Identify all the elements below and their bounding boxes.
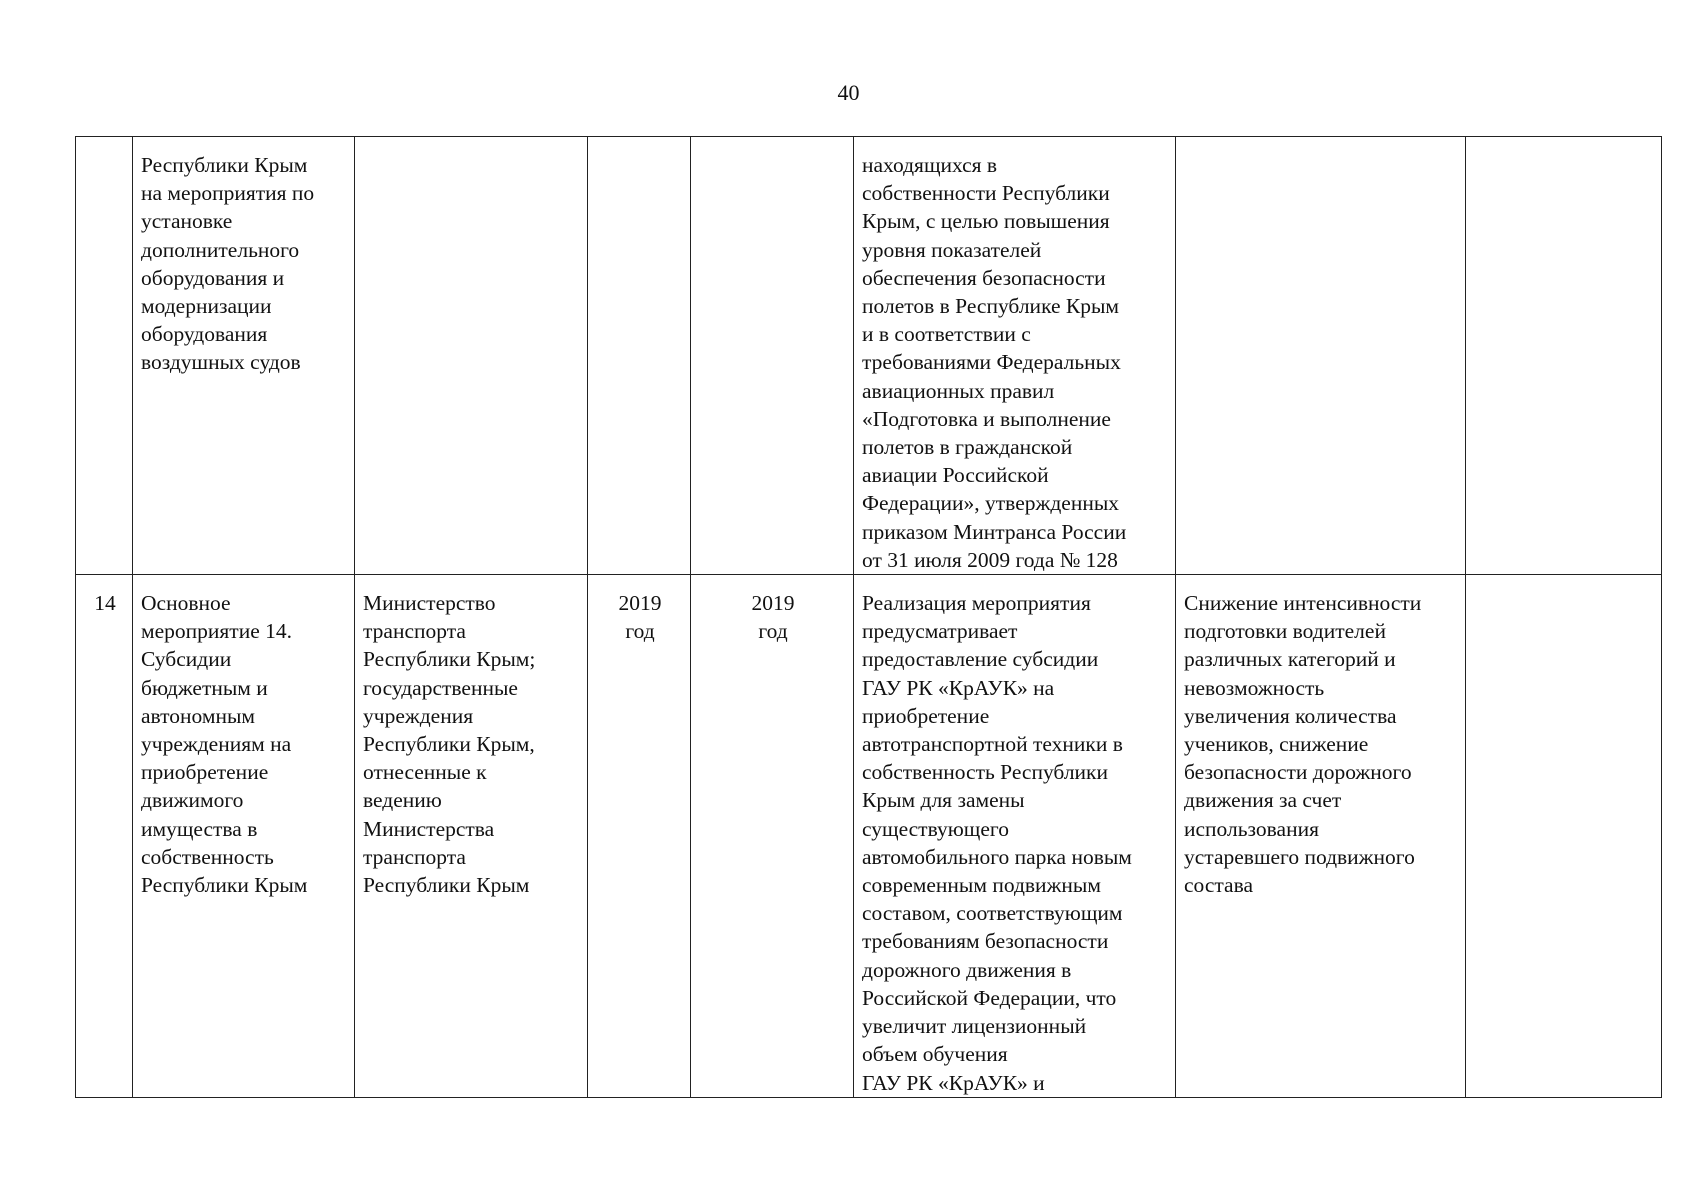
measure-name-cell: Республики Крым на мероприятия по установке дополнительного оборудования и модернизации оборудования воздушных судов xyxy=(133,137,355,575)
measure-content-cell: Реализация мероприятия предусматривает предоставление субсидии ГАУ РК «КрАУК» на приобретение автотранспортной техники в собственность Республики Крым для замены существующего автомобильного парка новым современным подвижным составом, соответствующим требованиям безопасности дорожного движения в Российской Федерации, что увеличит лицензионный объем обучения ГАУ РК «КрАУК» и xyxy=(854,575,1176,1098)
measure-name-cell: Основное мероприятие 14. Субсидии бюджетным и автономным учреждениям на приобретение движимого имущества в собственность Республики Крым xyxy=(133,575,355,1098)
row-number-cell: 14 xyxy=(76,575,133,1098)
start-year-cell xyxy=(588,137,691,575)
end-year-cell xyxy=(691,137,854,575)
measure-content-cell: находящихся в собственности Республики Крым, с целью повышения уровня показателей обеспечения безопасности полетов в Республике Крым и в соответствии с требованиями Федеральных авиационных правил «Подготовка и выполнение полетов в гражданской авиации Российской Федерации», утвержденных приказом Минтранса России от 31 июля 2009 года № 128 xyxy=(854,137,1176,575)
end-year-cell: 2019 год xyxy=(691,575,854,1098)
executor-cell xyxy=(355,137,588,575)
page-number: 40 xyxy=(837,80,860,105)
start-year-cell: 2019 год xyxy=(588,575,691,1098)
result-cell xyxy=(1466,575,1662,1098)
result-cell xyxy=(1466,137,1662,575)
row-number-cell xyxy=(76,137,133,575)
consequences-cell: Снижение интенсивности подготовки водителей различных категорий и невозможность увеличения количества учеников, снижение безопасности дорожного движения за счет использования устаревшего подвижного состава xyxy=(1176,575,1466,1098)
table-row xyxy=(76,575,1662,1098)
consequences-cell xyxy=(1176,137,1466,575)
executor-cell: Министерство транспорта Республики Крым; государственные учреждения Республики Крым, отнесенные к ведению Министерства транспорта Республики Крым xyxy=(355,575,588,1098)
table-row xyxy=(76,137,1662,575)
measures-table xyxy=(75,136,1662,1098)
